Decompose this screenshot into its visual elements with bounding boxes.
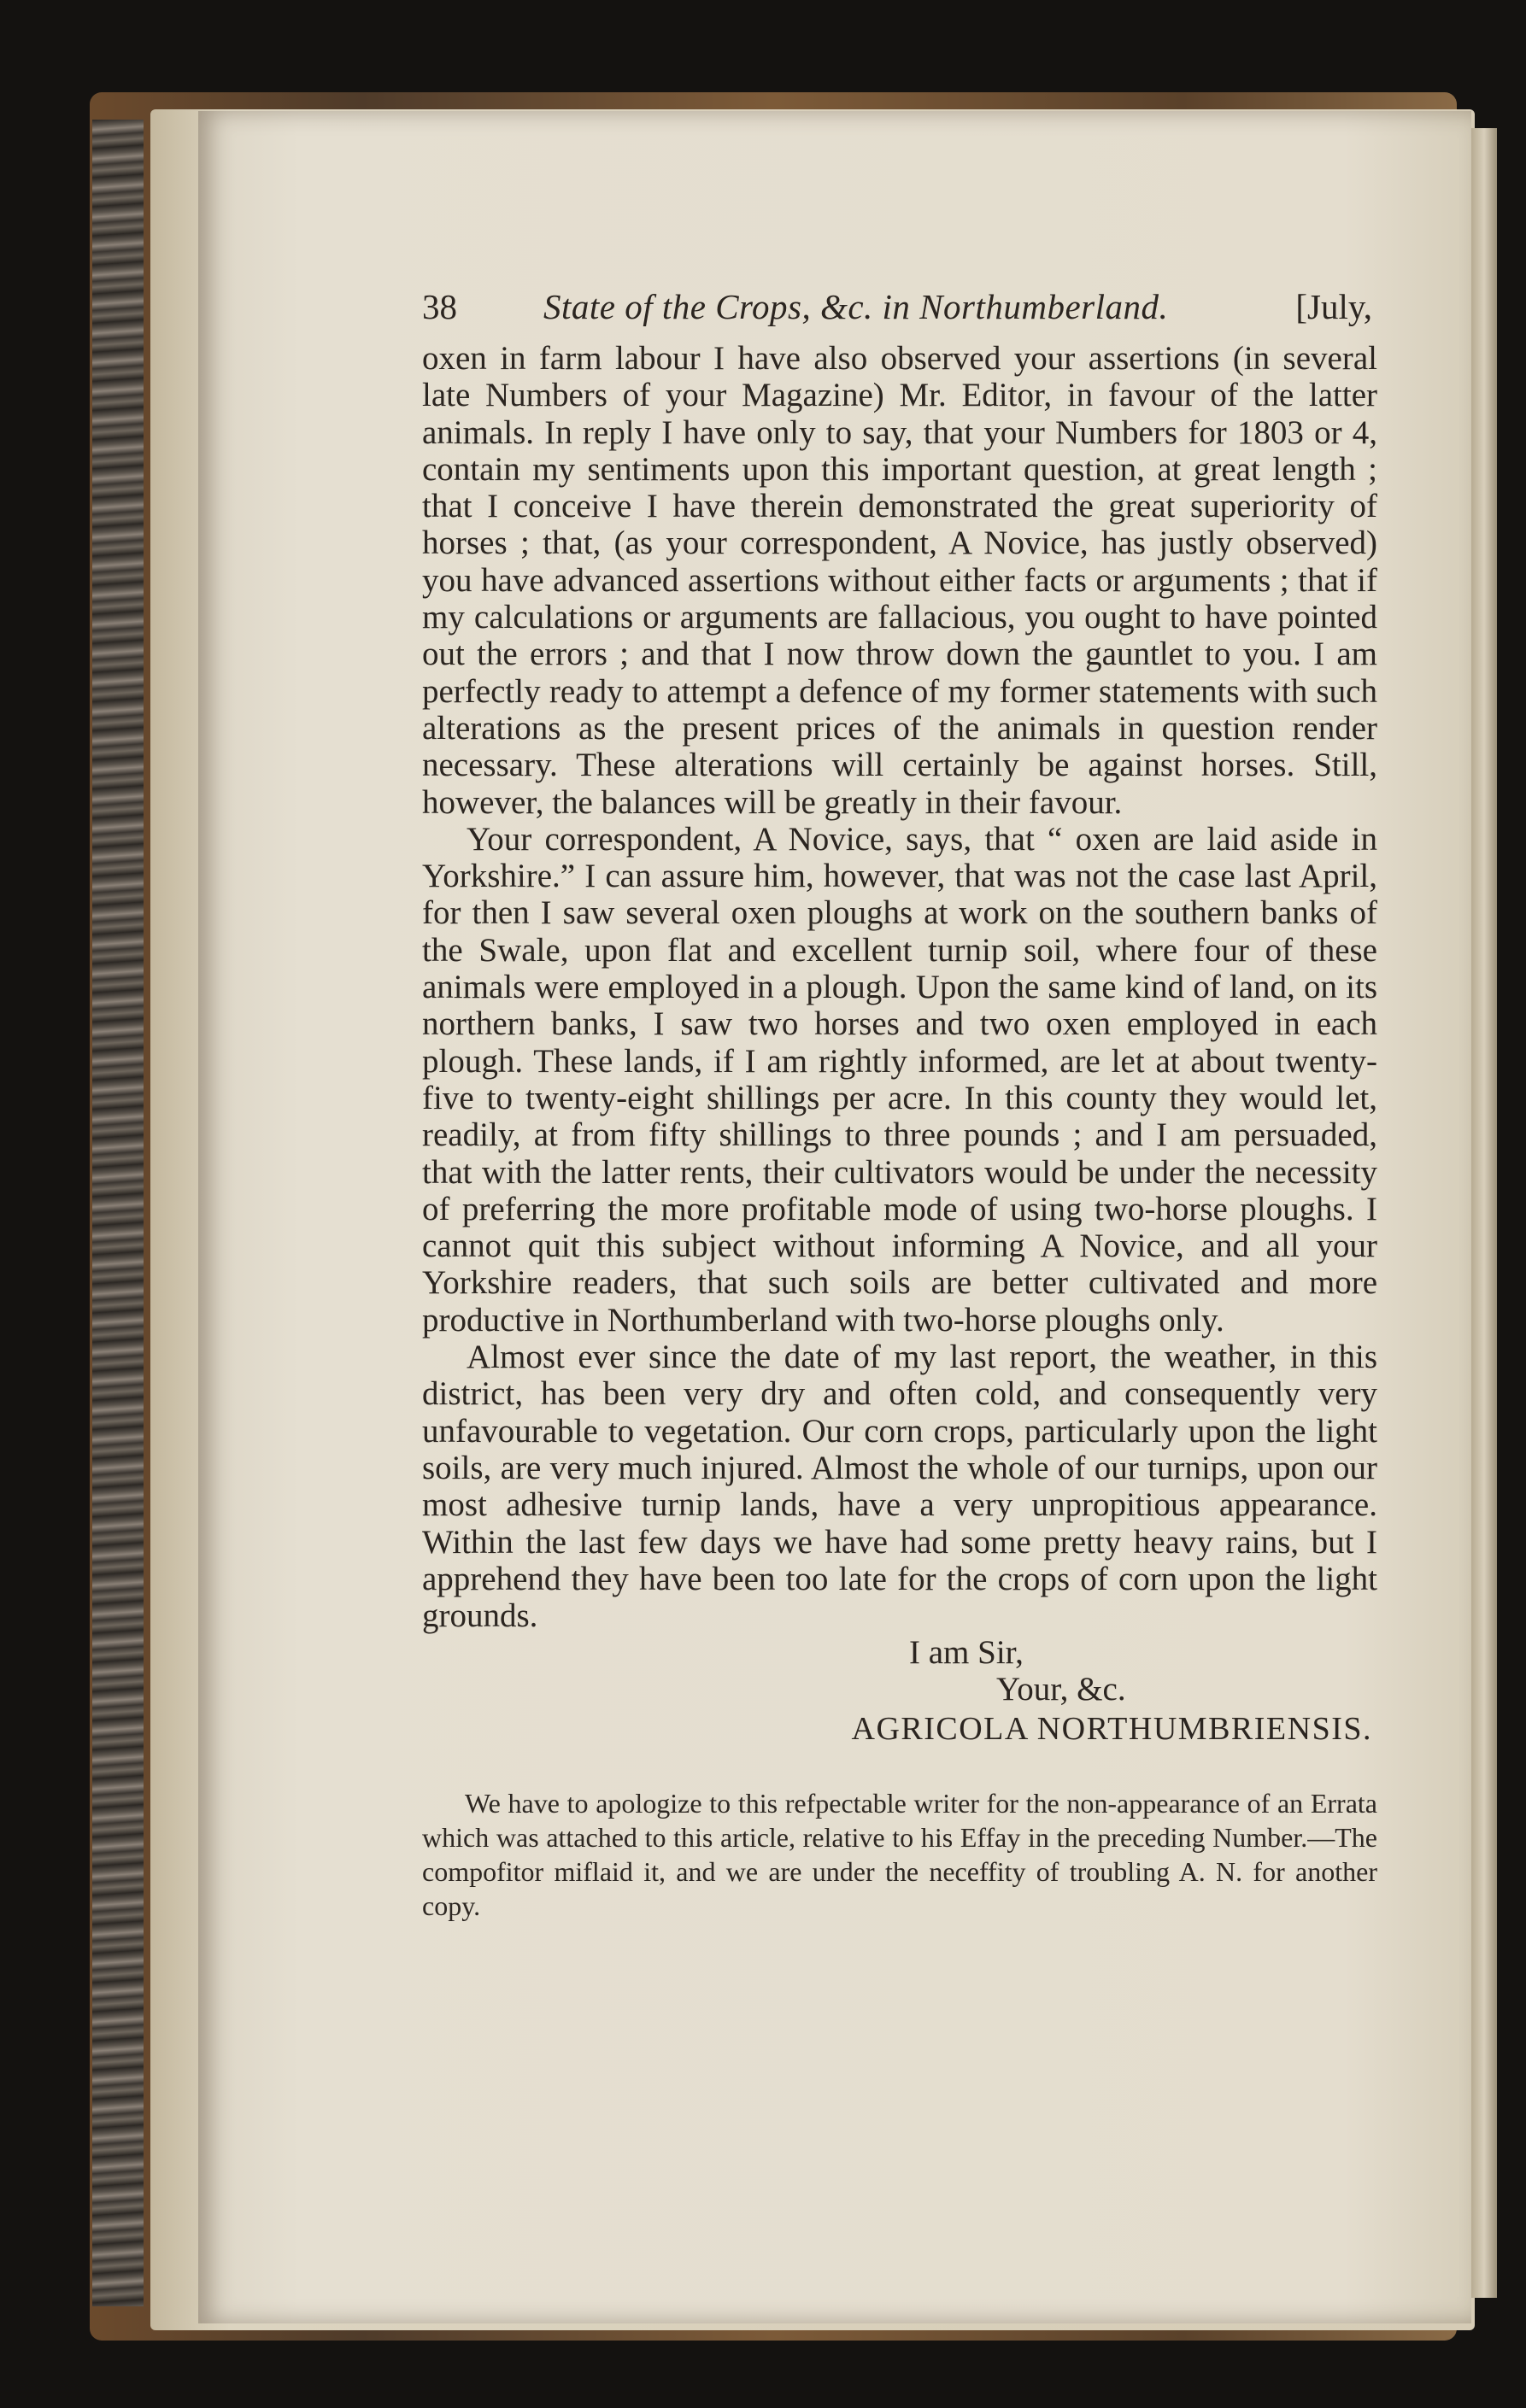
facing-page-edge	[1471, 128, 1497, 2298]
running-date: [July,	[1295, 287, 1372, 326]
paragraph-text: oxen in farm labour I have also observed your assertions (in several late Numbers of your Magazine) Mr. Editor, in favour of the latter animals. In reply I have only to say, that your Numbers for 1803 or 4, contain my sentiments upon this important question, at great length ; that I conceive I have therein demonstrated the great superiority of horses ; that, (as your correspondent, A Novice, has justly observed) you have advanced assertions without either facts or arguments ; that if my calculations or arguments are fallacious, you ought to have pointed out the errors ; and that I now throw down the gauntlet to you. I am perfectly ready to attempt a defence of my former statements with such alterations as the present prices of the animals in question render necessary. These alterations will certainly be against horses. Still, however, the balances will be greatly in their favour.	[422, 340, 1377, 821]
body-paragraph	[422, 821, 1377, 1339]
closing-salutation: I am Sir,	[909, 1634, 1024, 1672]
article-body	[422, 340, 1377, 1634]
page-number: 38	[422, 287, 457, 326]
running-header	[422, 273, 1377, 340]
page-content	[422, 273, 1377, 1950]
editorial-footnote: We have to apologize to this refpectable writer for the non-appearance of an Errata which was attached to this article, relative to his Effay in the preceding Number.—The compofitor miflaid it, and we are under the neceffity of troubling A. N. for another copy.	[422, 1788, 1377, 1922]
author-signature: AGRICOLA NORTHUMBRIENSIS.	[851, 1711, 1372, 1748]
body-paragraph	[422, 340, 1377, 821]
running-title: State of the Crops, &c. in Northumberland.	[543, 287, 1169, 326]
letter-closing	[422, 1634, 1377, 1754]
paragraph-text: Almost ever since the date of my last report, the weather, in this district, has been very dry and often cold, and consequently very unfavourable to vegetation. Our corn crops, particularly upon the light soils, are very much injured. Almost the whole of our turnips, upon our most adhesive turnip lands, have a very unpropitious appearance. Within the last few days we have had some pretty heavy rains, but I apprehend they have been too late for the crops of corn upon the light grounds.	[422, 1339, 1377, 1635]
closing-valediction: Your, &c.	[996, 1671, 1126, 1708]
paragraph-text: Your correspondent, A Novice, says, that “ oxen are laid aside in Yorkshire.” I can assure him, however, that was not the case last April, for then I saw several oxen ploughs at work on the southern banks of the Swale, upon flat and excellent turnip soil, where four of these animals were employed in a plough. Upon the same kind of land, on its northern banks, I saw two horses and two oxen employed in each plough. These lands, if I am rightly informed, are let at about twenty-five to twenty-eight shillings per acre. In this county they would let, readily, at from fifty shillings to three pounds ; and I am persuaded, that with the latter rents, their cultivators would be under the necessity of preferring the more profitable mode of using two-horse ploughs. I cannot quit this subject without informing A Novice, and all your Yorkshire readers, that such soils are better cultivated and more productive in Northumberland with two-horse ploughs only.	[422, 820, 1377, 1339]
body-paragraph	[422, 1339, 1377, 1634]
marbled-endpaper-edge	[92, 120, 144, 2306]
